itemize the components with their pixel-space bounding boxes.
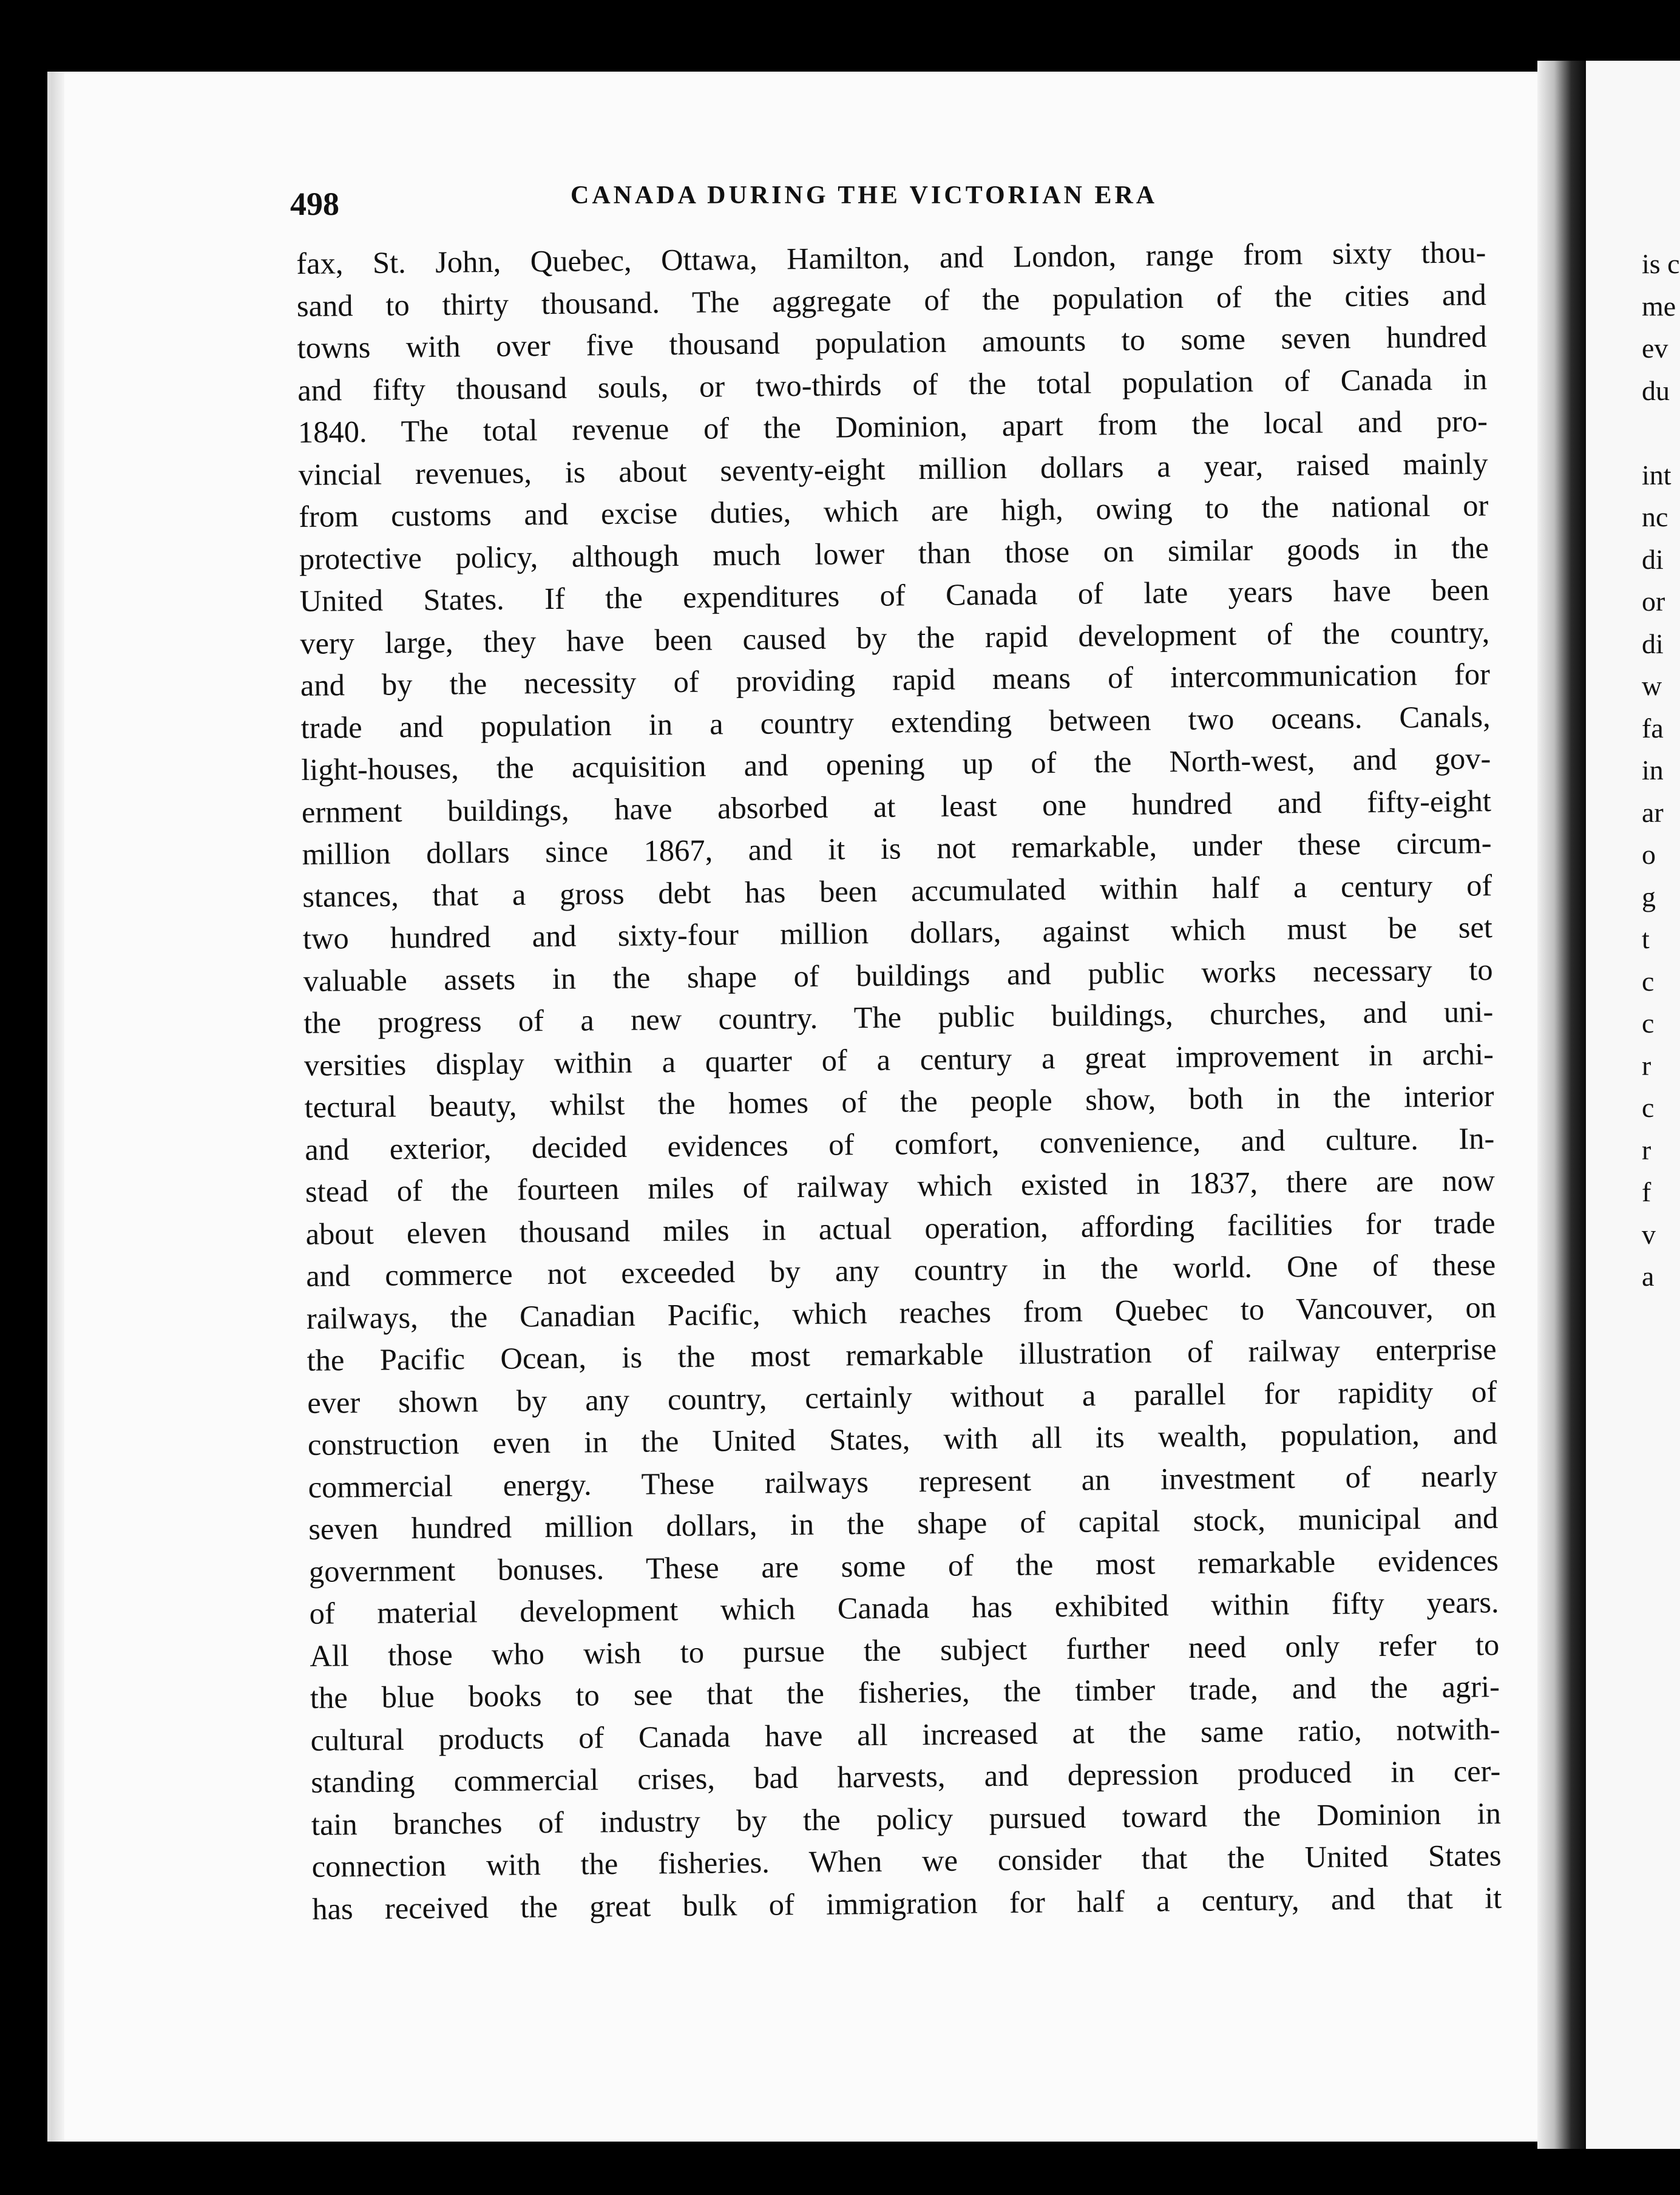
- text-line: stances, that a gross debt has been accumulated within half a century of: [302, 867, 1492, 914]
- page-number: 498: [290, 186, 339, 222]
- text-line: million dollars since 1867, and it is not remarkable, under these circum-: [302, 826, 1492, 871]
- text-line: about eleven thousand miles in actual operation, affording facilities for trade: [305, 1205, 1495, 1251]
- text-line: very large, they have been caused by the rapid development of the country,: [300, 614, 1490, 660]
- text-line: and fifty thousand souls, or two-thirds of the total population of Canada in: [297, 361, 1488, 407]
- right-page-fragment: v: [1642, 1218, 1656, 1250]
- text-line: seven hundred million dollars, in the shape of capital stock, municipal and: [308, 1501, 1499, 1546]
- right-page-fragment: di: [1642, 628, 1664, 659]
- text-line: cultural products of Canada have all increased at the same ratio, notwith-: [310, 1711, 1500, 1757]
- right-page-fragment: c: [1642, 1092, 1655, 1123]
- text-line: the progress of a new country. The public buildings, churches, and uni-: [303, 994, 1494, 1040]
- text-line: of material development which Canada has exhibited within fifty years.: [309, 1585, 1499, 1630]
- text-line: trade and population in a country extending between two oceans. Canals,: [300, 699, 1491, 745]
- body-text: [296, 231, 1502, 1930]
- text-line: towns with over five thousand population amounts to some seven hundred: [297, 319, 1487, 365]
- right-page-fragment: g: [1642, 881, 1656, 912]
- right-page-fragment: t: [1642, 923, 1650, 954]
- right-page-fragment: ev: [1642, 333, 1668, 364]
- right-page-fragment: or: [1642, 586, 1665, 617]
- text-line: commercial energy. These railways represent an investment of nearly: [308, 1458, 1498, 1504]
- right-page-fragment: w: [1642, 670, 1662, 701]
- text-line: the Pacific Ocean, is the most remarkable illustration of railway enterprise: [307, 1332, 1497, 1377]
- right-page-fragment: fa: [1642, 712, 1664, 744]
- right-page-fragment: in: [1642, 755, 1664, 785]
- text-line: standing commercial crises, bad harvests, and depression produced in cer-: [311, 1754, 1501, 1799]
- right-page-fragment: r: [1642, 1050, 1651, 1081]
- text-line: two hundred and sixty-four million dollars, against which must be set: [302, 910, 1493, 955]
- right-page-fragment: [1642, 412, 1680, 454]
- right-page-fragment: o: [1642, 839, 1656, 870]
- text-line: construction even in the United States, with all its wealth, population, and: [307, 1416, 1498, 1462]
- right-page-fragment: di: [1642, 543, 1664, 575]
- running-head: CANADA DURING THE VICTORIAN ERA: [571, 182, 1158, 209]
- text-line: protective policy, although much lower than those on similar goods in the: [299, 530, 1489, 576]
- right-page-fragment: is c: [1642, 248, 1680, 279]
- right-page-fragment: r: [1642, 1134, 1651, 1165]
- right-page-fragment: me: [1642, 290, 1676, 322]
- text-line: 1840. The total revenue of the Dominion, apart from the local and pro-: [297, 404, 1488, 449]
- right-page-text-fragments: [1642, 243, 1680, 1298]
- text-line: the blue books to see that the fisheries, the timber trade, and the agri-: [310, 1669, 1500, 1715]
- right-page-fragment: a: [1642, 1261, 1655, 1292]
- text-line: ernment buildings, have absorbed at least one hundred and fifty-eight: [301, 783, 1492, 829]
- right-page-fragment: f: [1642, 1176, 1651, 1207]
- text-line: ever shown by any country, certainly without a parallel for rapidity of: [307, 1374, 1497, 1420]
- text-line: stead of the fourteen miles of railway which existed in 1837, there are now: [305, 1163, 1495, 1209]
- text-line: sand to thirty thousand. The aggregate of the population of the cities and: [296, 277, 1487, 323]
- text-line: valuable assets in the shape of buildings and public works necessary to: [303, 952, 1493, 998]
- book-gutter: [1537, 61, 1586, 2149]
- text-line: from customs and excise duties, which are high, owing to the national or: [299, 488, 1489, 534]
- text-line: United States. If the expenditures of Canada of late years have been: [299, 572, 1489, 618]
- text-line: and exterior, decided evidences of comfort, convenience, and culture. In-: [305, 1121, 1495, 1167]
- text-line: government bonuses. These are some of the most remarkable evidences: [308, 1542, 1499, 1589]
- text-line: railways, the Canadian Pacific, which reaches from Quebec to Vancouver, on: [306, 1289, 1497, 1335]
- right-page-fragment: c: [1642, 1008, 1655, 1039]
- text-line: light-houses, the acquisition and opening up of the North-west, and gov-: [301, 741, 1491, 787]
- text-line: fax, St. John, Quebec, Ottawa, Hamilton, and London, range from sixty thou-: [296, 235, 1486, 280]
- text-line: versities display within a quarter of a century a great improvement in archi-: [303, 1036, 1494, 1082]
- right-page-fragment: du: [1642, 375, 1670, 406]
- right-page-fragment: ar: [1642, 796, 1664, 828]
- right-page-fragment: int: [1642, 459, 1672, 490]
- right-page-fragment: c: [1642, 965, 1655, 997]
- text-line: tectural beauty, whilst the homes of the people show, both in the interior: [304, 1079, 1494, 1124]
- text-line: connection with the fisheries. When we consider that the United States: [311, 1838, 1502, 1884]
- text-line: vincial revenues, is about seventy-eight million dollars a year, raised mainly: [298, 446, 1488, 492]
- text-line: tain branches of industry by the policy pursued toward the Dominion in: [311, 1796, 1502, 1842]
- text-line: and commerce not exceeded by any country in the world. One of these: [306, 1247, 1496, 1293]
- text-line: and by the necessity of providing rapid means of intercommunication for: [300, 657, 1491, 702]
- text-line: has received the great bulk of immigration for half a century, and that it: [312, 1880, 1502, 1926]
- text-line: All those who wish to pursue the subject further need only refer to: [310, 1627, 1500, 1673]
- right-page-fragment: nc: [1642, 501, 1668, 532]
